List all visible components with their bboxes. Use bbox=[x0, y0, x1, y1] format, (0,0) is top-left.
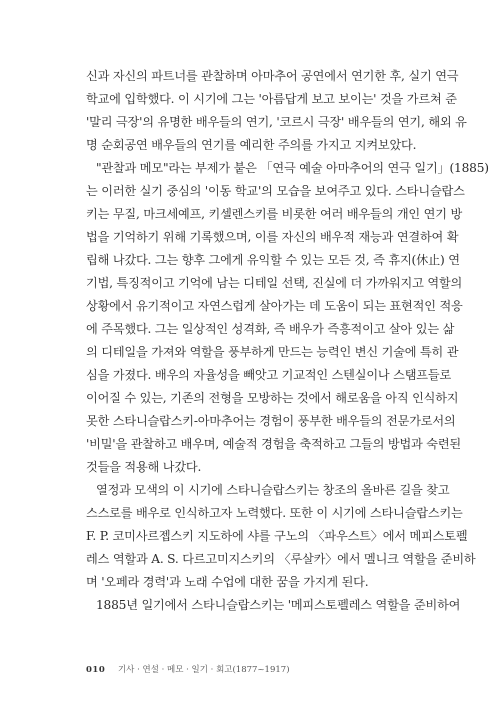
text-line: 못한 스타니슬랍스키-아마추어는 경험이 풍부한 배우들의 전문가로서의 bbox=[86, 414, 456, 428]
text-line: 는 이러한 실기 중심의 '이동 학교'의 모습을 보여주고 있다. 스타니슬랍스 bbox=[86, 184, 465, 198]
text-line: 기법, 특징적이고 기억에 남는 디테일 선택, 진실에 더 가까워지고 역할의 bbox=[86, 276, 463, 290]
text-line: 키는 무질, 마크세예프, 키셀렌스키를 비롯한 여러 배우들의 개인 연기 방 bbox=[86, 207, 463, 221]
text-line: 스스로를 배우로 인식하고자 노력했다. 또한 이 시기에 스타니슬랍스키는 bbox=[86, 506, 463, 520]
page-footer bbox=[86, 663, 290, 675]
text-line: '말리 극장'의 유명한 배우들의 연기, '코르시 극장' 배우들의 연기, 해외 유 bbox=[86, 115, 467, 129]
text-line: F. P. 코미사르젭스키 지도하에 샤를 구노의 〈파우스트〉에서 메피스토펠 bbox=[86, 529, 468, 543]
text-line: 명 순회공연 배우들의 연기를 예리한 주의를 가지고 지켜보았다. bbox=[86, 138, 417, 152]
text-line: 심을 가졌다. 배우의 자율성을 빼앗고 기교적인 스텐실이나 스탬프들로 bbox=[86, 368, 452, 382]
text-line: 법을 기억하기 위해 기록했으며, 이를 자신의 배우적 재능과 연결하여 확 bbox=[86, 230, 459, 244]
text-line: 며 '오페라 경력'과 노래 수업에 대한 꿈을 가지게 된다. bbox=[86, 575, 369, 589]
text-line: 에 주목했다. 그는 일상적인 성격화, 즉 배우가 즉흥적이고 살아 있는 삶 bbox=[86, 322, 455, 336]
text-line: 상황에서 유기적이고 자연스럽게 살아가는 데 도움이 되는 표현적인 적응 bbox=[86, 299, 463, 313]
text-line: 레스 역할과 A. S. 다르고미지스키의 〈루살카〉에서 멜니크 역할을 준비하 bbox=[86, 552, 476, 566]
text-line: 이어질 수 있는, 기존의 전형을 모방하는 것에서 해로움을 아직 인식하지 bbox=[86, 391, 459, 405]
text-line: 학교에 입학했다. 이 시기에 그는 '아름답게 보고 보이는' 것을 가르쳐 준 bbox=[86, 92, 457, 106]
page-number: 010 bbox=[86, 665, 106, 675]
paragraph-start-line: 열정과 모색의 이 시기에 스타니슬랍스키는 창조의 올바른 길을 찾고 bbox=[96, 483, 450, 497]
running-title: 기사 · 연설 · 메모 · 일기 · 회고(1877~1917) bbox=[117, 665, 290, 675]
paragraph-start-line: "관찰과 메모"라는 부제가 붙은 「연극 예술 아마추어의 연극 일기」(1885) bbox=[96, 161, 489, 175]
text-line: 것들을 적용해 나갔다. bbox=[86, 460, 202, 474]
text-line: 의 디테일을 가져와 역할을 풍부하게 만드는 능력인 변신 기술에 특히 관 bbox=[86, 345, 459, 359]
text-line: 신과 자신의 파트너를 관찰하며 아마추어 공연에서 연기한 후, 실기 연극 bbox=[86, 69, 459, 83]
text-line: '비밀'을 관찰하고 배우며, 예술적 경험을 축적하고 그들의 방법과 숙련된 bbox=[86, 437, 461, 451]
text-line: 립해 나갔다. 그는 향후 그에게 유익할 수 있는 모든 것, 즉 휴지(休止) 연 bbox=[86, 253, 460, 267]
paragraph-start-line: 1885년 일기에서 스타니슬랍스키는 '메피스토펠레스 역할을 준비하여 bbox=[96, 598, 461, 612]
